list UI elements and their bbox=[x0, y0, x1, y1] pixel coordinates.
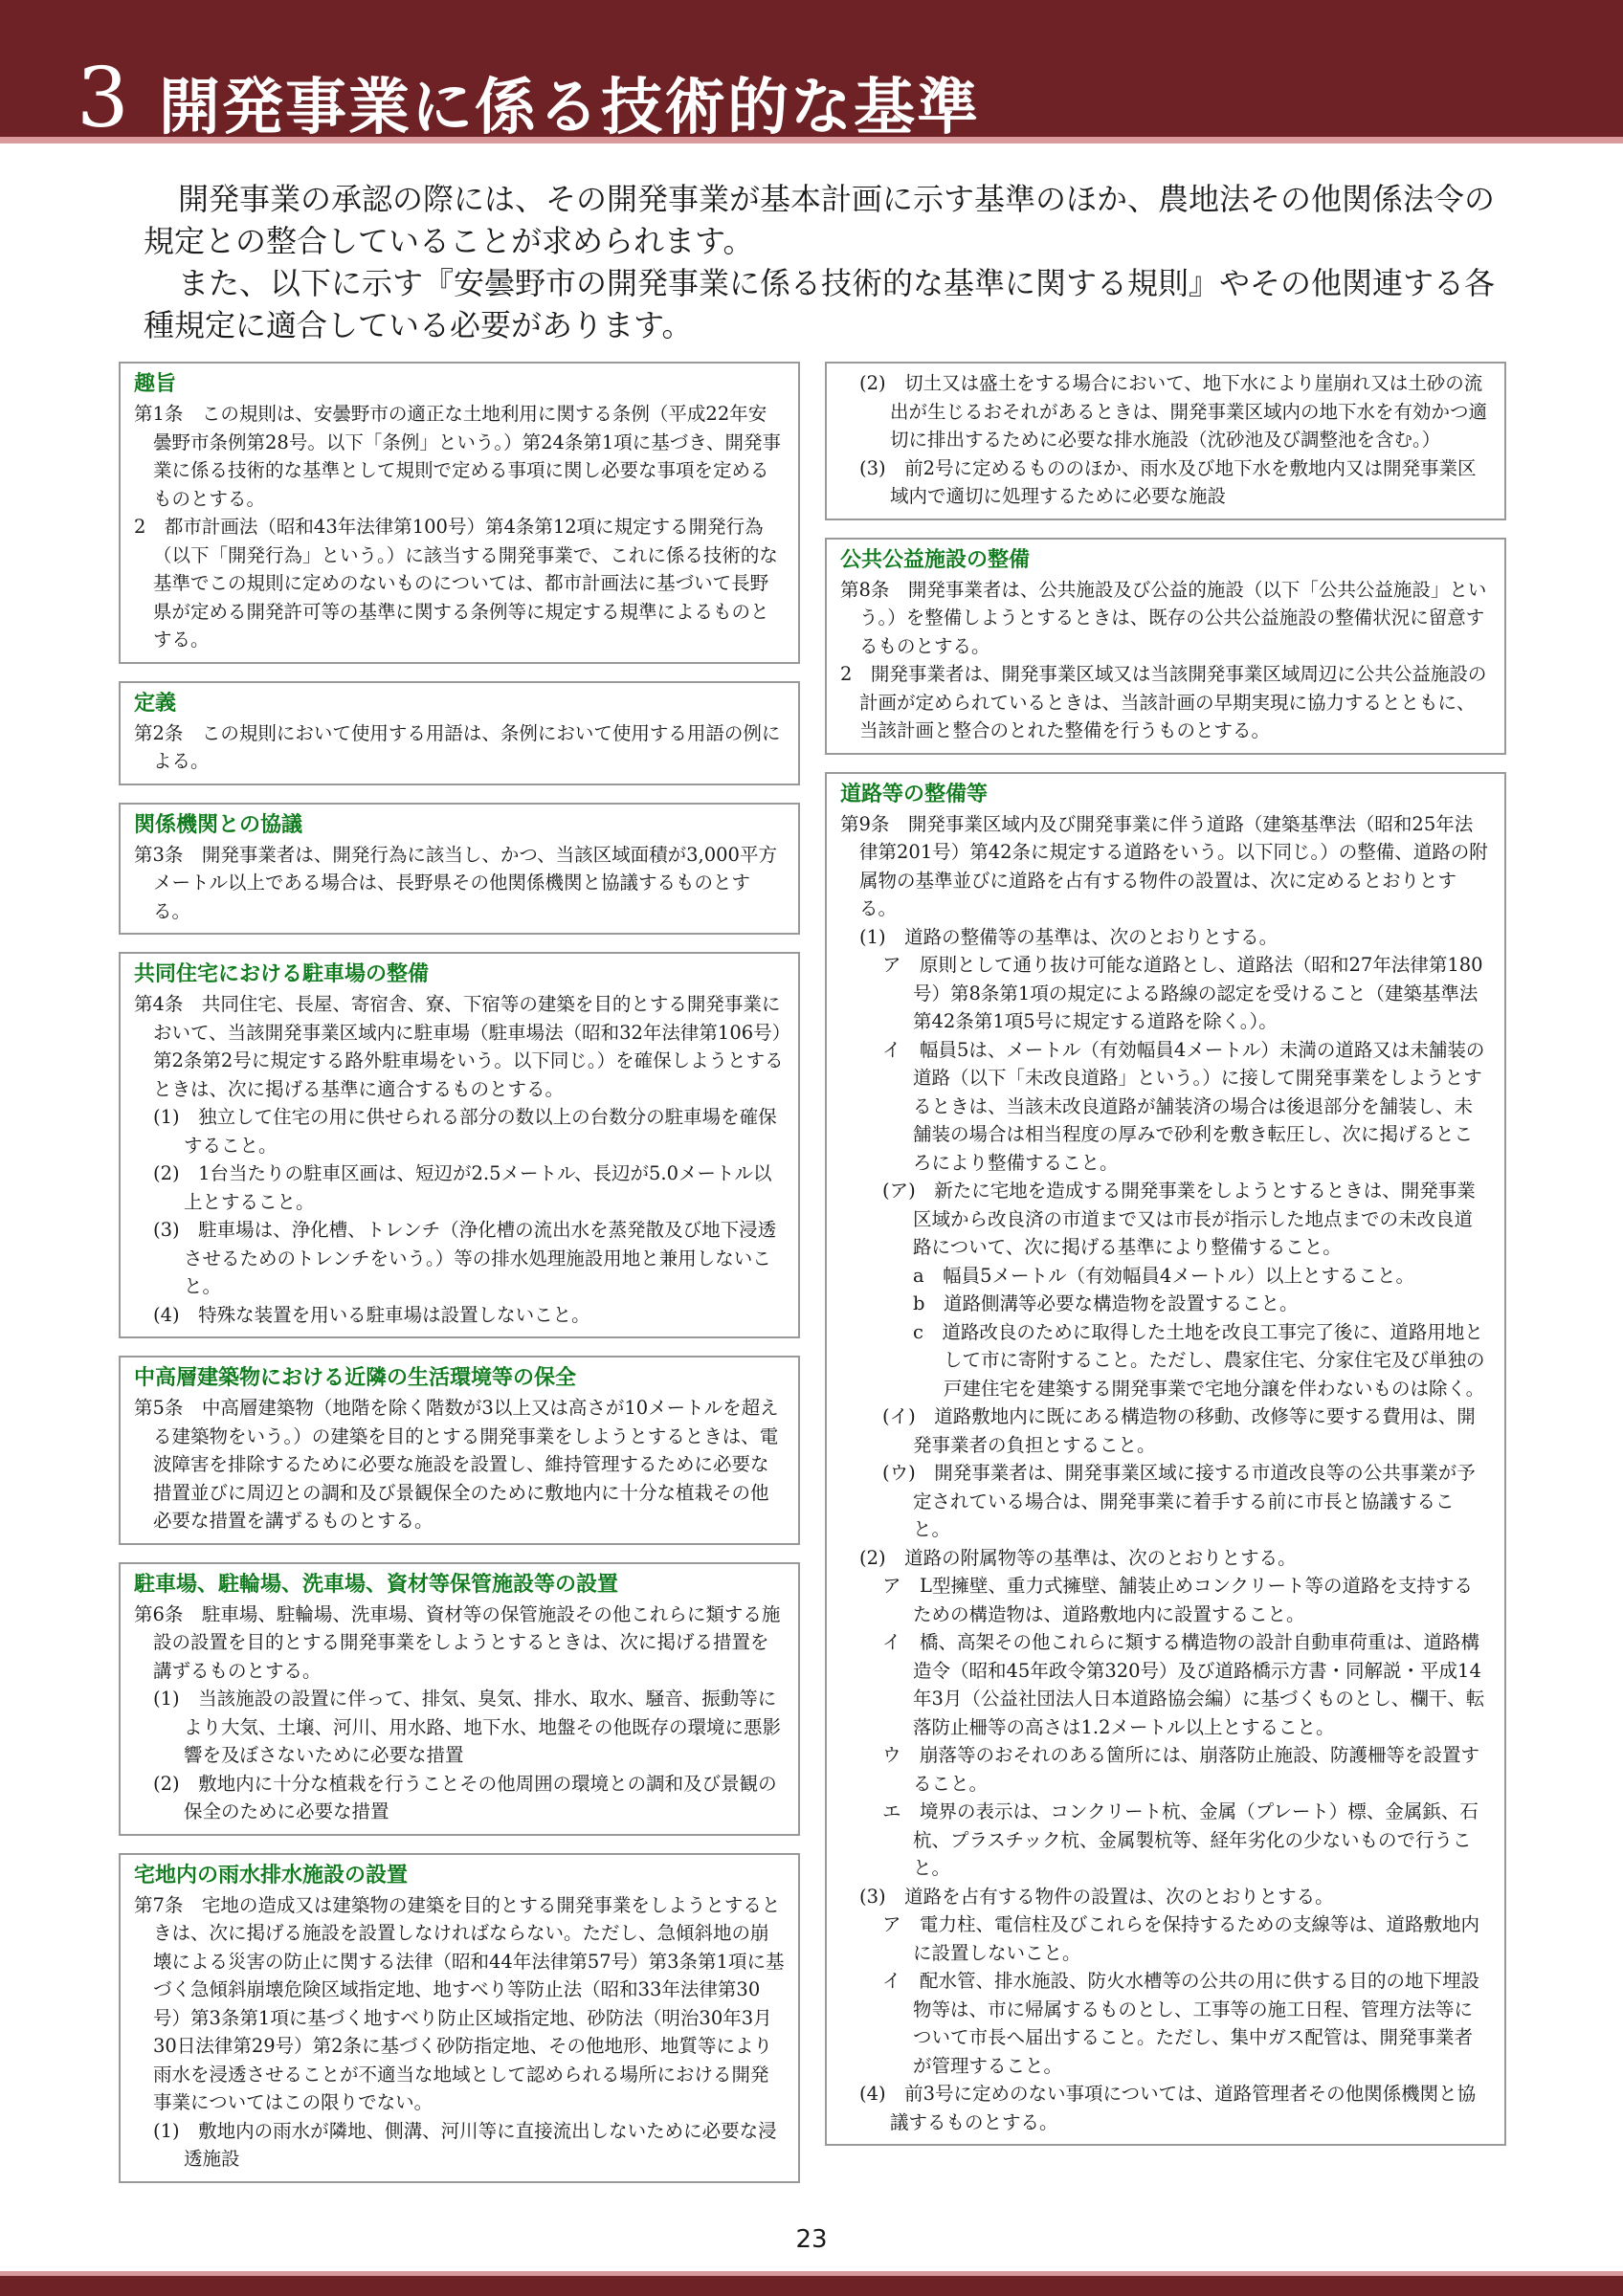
article-heading: 趣旨 bbox=[134, 372, 177, 396]
article-heading: 定義 bbox=[134, 691, 177, 716]
article-box bbox=[825, 538, 1506, 755]
article-clause: (3) 道路を占有する物件の設置は、次のとおりとする。 bbox=[859, 1885, 1334, 1908]
article-clause: (4) 前3号に定めのない事項については、道路管理者その他関係機関と協議するものとする。 bbox=[859, 2083, 1477, 2133]
left-column bbox=[119, 362, 800, 2200]
intro-text bbox=[144, 178, 1502, 346]
article-clause: (2) 1台当たりの駐車区画は、短辺が2.5メートル、長辺が5.0メートル以上とすること。 bbox=[153, 1162, 772, 1213]
article-box bbox=[825, 772, 1506, 2147]
article-box bbox=[119, 1562, 800, 1836]
article-clause: 第4条 共同住宅、長屋、寄宿舎、寮、下宿等の建築を目的とする開発事業において、当該開発事業区域内に駐車場（駐車場法（昭和32年法律第106号）第2条第2号に規定する路外駐車場をいう。以下同じ。）を確保しようとするときは、次に掲げる基準に適合するものとする。 bbox=[134, 993, 784, 1100]
article-clause: エ 境界の表示は、コンクリート杭、金属（プレート）標、金属鋲、石杭、プラスチック杭、金属製杭等、経年劣化の少ないもので行うこと。 bbox=[882, 1800, 1478, 1879]
article-clause: 第7条 宅地の造成又は建築物の建築を目的とする開発事業をしようとするときは、次に掲げる施設を設置しなければならない。ただし、急傾斜地の崩壊による災害の防止に関する法律（昭和44年法律第57号）第3条第1項に基づく急傾斜崩壊危険区域指定地、地すべり等防止法（昭和33年法律第30号）第3条第1項に基づく地すべり防止区域指定地、砂防法（明治30年3月30日法律第29号）第2条に基づく砂防指定地、その他地形、地質等により雨水を浸透させることが不適当な地域として認められる場所における開発事業についてはこの限りでない。 bbox=[134, 1893, 785, 2113]
article-clause: ア 電力柱、電信柱及びこれらを保持するための支線等は、道路敷地内に設置しないこと。 bbox=[882, 1913, 1480, 1964]
article-heading: 関係機関との協議 bbox=[134, 812, 303, 837]
article-clause: (2) 切土又は盛土をする場合において、地下水により崖崩れ又は土砂の流出が生じるおそれがあるときは、開発事業区域内の地下水を有効かつ適切に排出するために必要な排水施設（沈砂池及び調整池を含む。） bbox=[859, 372, 1488, 451]
article-box bbox=[119, 681, 800, 785]
article-heading: 公共公益施設の整備 bbox=[840, 547, 1031, 572]
article-box bbox=[119, 1853, 800, 2183]
article-clause: (1) 当該施設の設置に伴って、排気、臭気、排水、取水、騒音、振動等により大気、土壌、河川、用水路、地下水、地盤その他既存の環境に悪影響を及ぼさないために必要な措置 bbox=[153, 1688, 782, 1766]
article-clause: 第6条 駐車場、駐輪場、洗車場、資材等の保管施設その他これらに類する施設の設置を目的とする開発事業をしようとするときは、次に掲げる措置を講ずるものとする。 bbox=[134, 1602, 781, 1682]
page-number: 23 bbox=[795, 2225, 828, 2254]
article-clause: ア L型擁壁、重力式擁壁、舗装止めコンクリート等の道路を支持するための構造物は、道路敷地内に設置すること。 bbox=[882, 1575, 1474, 1625]
intro-paragraph: 開発事業の承認の際には、その開発事業が基本計画に示す基準のほか、農地法その他関係法令の規定との整合していることが求められます。 bbox=[144, 181, 1496, 259]
article-clause: イ 橋、高架その他これらに類する構造物の設計自動車荷重は、道路構造令（昭和45年政令第320号）及び道路橋示方書・同解説・平成14年3月（公益社団法人日本道路協会編）に基づくものとし、欄干、転落防止柵等の高さは1.2メートル以上とすること。 bbox=[882, 1631, 1485, 1738]
article-clause: (3) 駐車場は、浄化槽、トレンチ（浄化槽の流出水を蒸発散及び地下浸透させるためのトレンチをいう。）等の排水処理施設用地と兼用しないこと。 bbox=[153, 1219, 777, 1297]
article-clause: a 幅員5メートル（有効幅員4メートル）以上とすること。 bbox=[913, 1264, 1414, 1287]
section-number: 3 bbox=[77, 51, 129, 146]
intro-paragraph: また、以下に示す『安曇野市の開発事業に係る技術的な基準に関する規則』やその他関連する各種規定に適合している必要があります。 bbox=[144, 265, 1496, 343]
article-box bbox=[119, 362, 800, 664]
article-clause: イ 配水管、排水施設、防火水槽等の公共の用に供する目的の地下埋設物等は、市に帰属するものとし、工事等の施工日程、管理方法等について市長へ届出すること。ただし、集中ガス配管は、開発事業者が管理すること。 bbox=[882, 1970, 1480, 2077]
article-clause: イ 幅員5は、メートル（有効幅員4メートル）未満の道路又は未舗装の道路（以下「未改良道路」という。）に接して開発事業をしようとするときは、当該未改良道路が舗装済の場合は後退部分を舗装し、未舗装の場合は相当程度の厚みで砂利を敷き転圧し、次に掲げるところにより整備すること。 bbox=[882, 1038, 1485, 1174]
article-heading: 共同住宅における駐車場の整備 bbox=[134, 962, 430, 986]
article-clause: (4) 特殊な装置を用いる駐車場は設置しないこと。 bbox=[153, 1303, 590, 1326]
article-clause: (2) 道路の附属物等の基準は、次のとおりとする。 bbox=[859, 1546, 1297, 1569]
article-heading: 駐車場、駐輪場、洗車場、資材等保管施設等の設置 bbox=[134, 1572, 619, 1597]
article-clause: ウ 崩落等のおそれのある箇所には、崩落防止施設、防護柵等を設置すること。 bbox=[882, 1744, 1480, 1795]
article-clause: b 道路側溝等必要な構造物を設置すること。 bbox=[913, 1292, 1299, 1314]
article-clause: (ウ) 開発事業者は、開発事業区域に接する市道改良等の公共事業が予定されている場合は、開発事業に着手する前に市長と協議すること。 bbox=[882, 1462, 1476, 1540]
article-clause: 第1条 この規則は、安曇野市の適正な土地利用に関する条例（平成22年安曇野市条例第28号。以下「条例」という。）第24条第1項に基づき、開発事業に係る技術的な基準として規則で定める事項に関し必要な事項を定めるものとする。 bbox=[134, 403, 782, 510]
article-clause: (ア) 新たに宅地を造成する開発事業をしようとするときは、開発事業区域から改良済の市道まで又は市長が指示した地点までの未改良道路について、次に掲げる基準により整備すること。 bbox=[882, 1180, 1476, 1258]
article-box bbox=[119, 952, 800, 1338]
article-clause: 第9条 開発事業区域内及び開発事業に伴う道路（建築基準法（昭和25年法律第201号）第42条に規定する道路をいう。以下同じ。）の整備、道路の附属物の基準並びに道路を占有する物件の設置は、次に定めるとおりとする。 bbox=[840, 812, 1488, 919]
article-clause: (1) 独立して住宅の用に供せられる部分の数以上の台数分の駐車場を確保すること。 bbox=[153, 1106, 777, 1157]
article-clause: (2) 敷地内に十分な植栽を行うことその他周囲の環境との調和及び景観の保全のために必要な措置 bbox=[153, 1772, 777, 1822]
page-title: 開発事業に係る技術的な基準 bbox=[159, 73, 980, 144]
article-clause: ア 原則として通り抜け可能な道路とし、道路法（昭和27年法律第180号）第8条第1項の規定による路線の認定を受けること（建築基準法第42条第1項5号に規定する道路を除く。）。 bbox=[882, 954, 1483, 1032]
article-clause: (1) 敷地内の雨水が隣地、側溝、河川等に直接流出しないために必要な浸透施設 bbox=[153, 2119, 777, 2170]
article-clause: (3) 前2号に定めるもののほか、雨水及び地下水を敷地内又は開発事業区域内で適切に処理するために必要な施設 bbox=[859, 456, 1477, 507]
article-clause: 第3条 開発事業者は、開発行為に該当し、かつ、当該区域面積が3,000平方メートル以上である場合は、長野県その他関係機関と協議するものとする。 bbox=[134, 843, 777, 922]
article-box bbox=[119, 803, 800, 936]
article-clause: (1) 道路の整備等の基準は、次のとおりとする。 bbox=[859, 925, 1278, 948]
page-header bbox=[0, 0, 1623, 144]
article-box bbox=[119, 1356, 800, 1545]
article-heading: 道路等の整備等 bbox=[840, 782, 989, 806]
article-clause: 2 都市計画法（昭和43年法律第100号）第4条第12項に規定する開発行為（以下「開発行為」という。）に該当する開発事業で、これに係る技術的な基準でこの規則に定めのないものについては、都市計画法に基づいて長野県が定める開発許可等の基準に関する条例等に規定する規準によるものとする。 bbox=[134, 516, 778, 651]
article-heading: 宅地内の雨水排水施設の設置 bbox=[134, 1863, 409, 1888]
footer-bar bbox=[0, 2271, 1623, 2296]
article-box bbox=[825, 362, 1506, 520]
article-clause: 第2条 この規則において使用する用語は、条例において使用する用語の例による。 bbox=[134, 721, 781, 772]
article-clause: 2 開発事業者は、開発事業区域又は当該開発事業区域周辺に公共公益施設の計画が定められているときは、当該計画の早期実現に協力するとともに、当該計画と整合のとれた整備を行うものとする。 bbox=[840, 663, 1487, 741]
article-clause: 第5条 中高層建築物（地階を除く階数が3以上又は高さが10メートルを超える建築物をいう。）の建築を目的とする開発事業をしようとするときは、電波障害を排除するために必要な施設を設置し、維持管理するために必要な措置並びに周辺との調和及び景観保全のために敷地内に十分な植栽その他必要な措置を講ずるものとする。 bbox=[134, 1397, 779, 1532]
article-clause: (イ) 道路敷地内に既にある構造物の移動、改修等に要する費用は、開発事業者の負担とすること。 bbox=[882, 1405, 1476, 1456]
right-column bbox=[825, 362, 1506, 2163]
article-clause: 第8条 開発事業者は、公共施設及び公益的施設（以下「公共公益施設」という。）を整備しようとするときは、既存の公共公益施設の整備状況に留意するものとする。 bbox=[840, 578, 1487, 657]
article-clause: c 道路改良のために取得した土地を改良工事完了後に、道路用地として市に寄附すること。ただし、農家住宅、分家住宅及び単独の戸建住宅を建築する開発事業で宅地分譲を伴わないものは除く。 bbox=[913, 1320, 1485, 1400]
article-heading: 中高層建築物における近隣の生活環境等の保全 bbox=[134, 1366, 577, 1390]
